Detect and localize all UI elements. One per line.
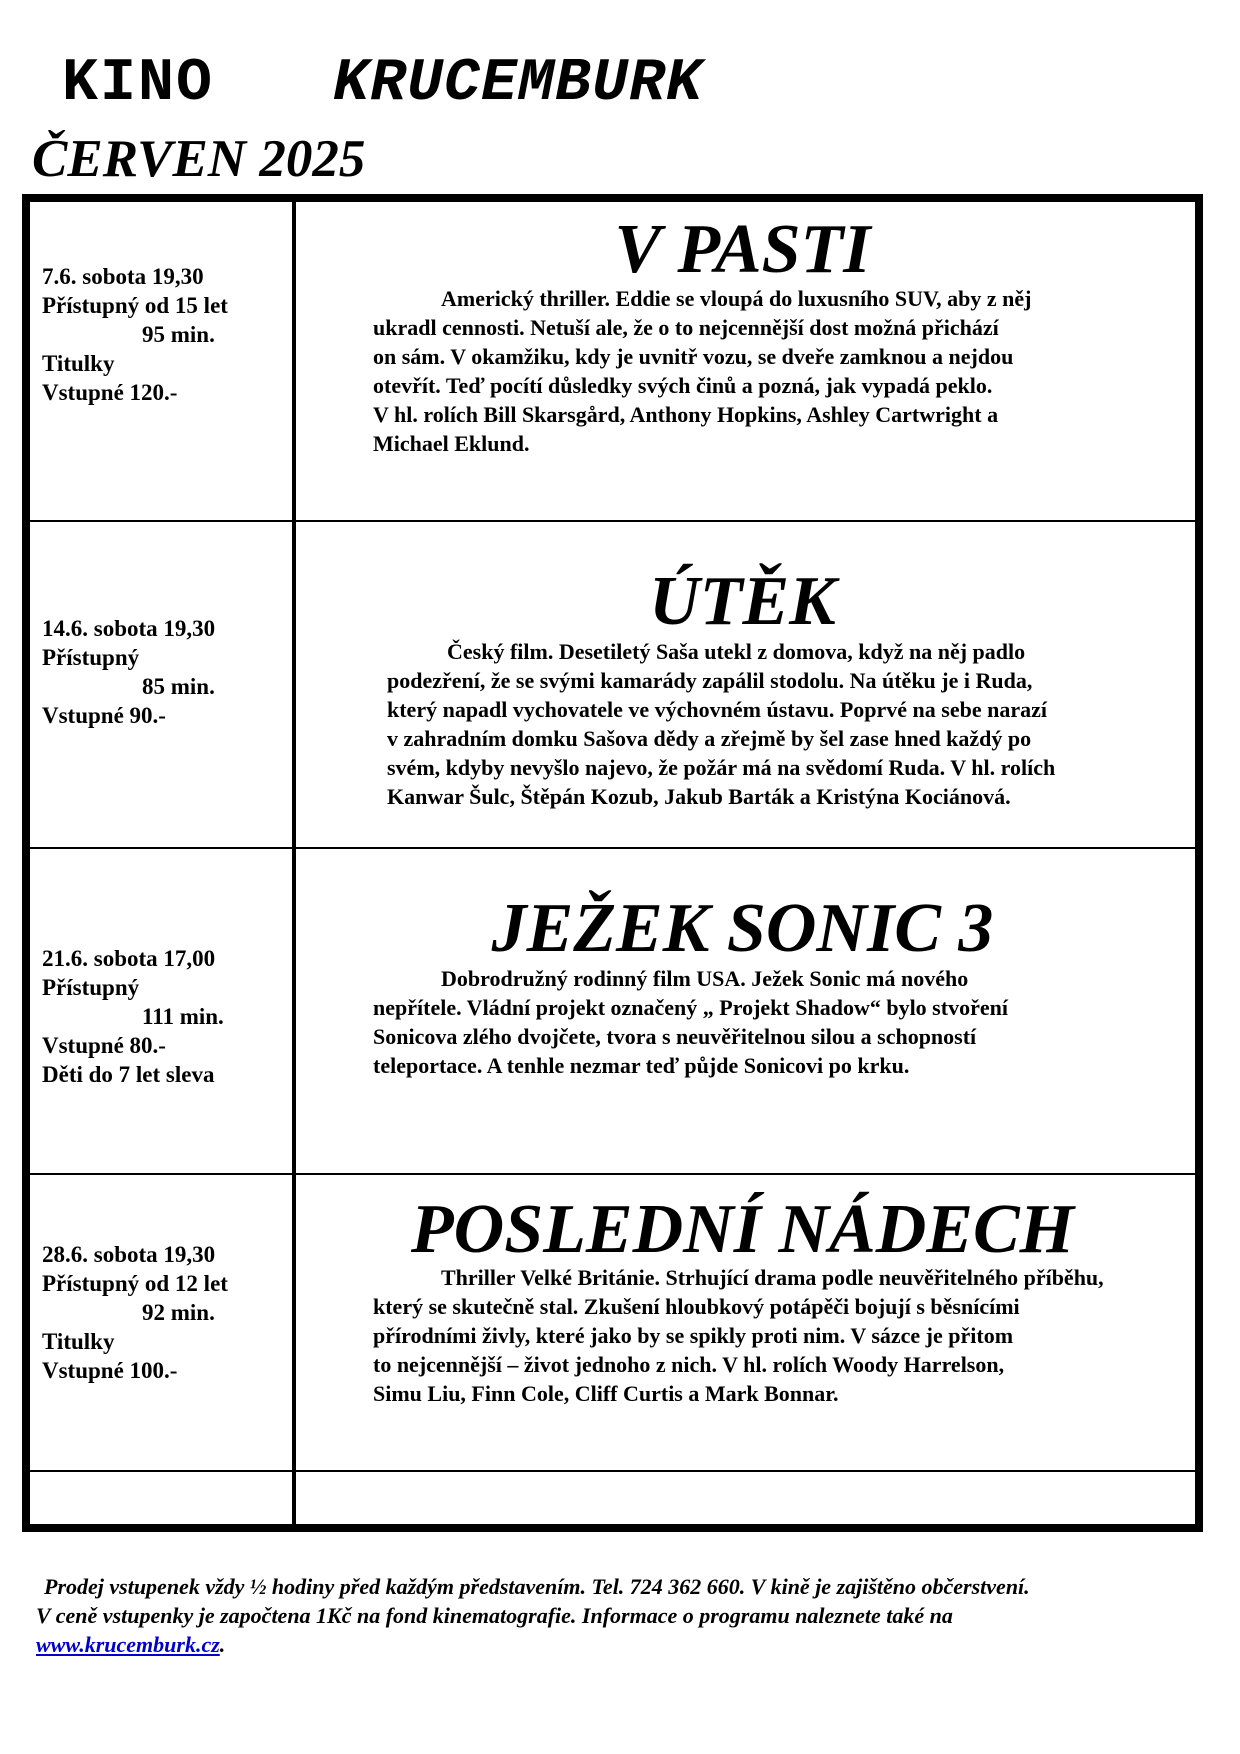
link-suffix: .: [219, 1632, 226, 1657]
cinema-name: KINO: [62, 50, 215, 118]
film-title: ÚTĚK: [649, 563, 836, 640]
footer-line: V ceně vstupenky je započtena 1Kč na fond kinematografie. Informace o programu naleznete také na: [36, 1603, 953, 1628]
footer-info: [36, 1572, 1216, 1659]
screening-date: 14.6. sobota 19,30: [42, 616, 216, 641]
age-rating: Přístupný: [42, 645, 140, 670]
description-line: Simu Liu, Finn Cole, Cliff Curtis a Mark Bonnar.: [373, 1381, 839, 1406]
description-line: Thriller Velké Británie. Strhující drama podle neuvěřitelného příběhu,: [441, 1265, 1104, 1290]
age-rating: Přístupný od 12 let: [42, 1271, 228, 1296]
screening-date: 28.6. sobota 19,30: [42, 1242, 216, 1267]
film-row: [30, 847, 1195, 1175]
duration: 85 min.: [142, 674, 215, 699]
film-info: [42, 944, 282, 1089]
film-description: [373, 964, 1008, 1080]
description-line: V hl. rolích Bill Skarsgård, Anthony Hopkins, Ashley Cartwright a: [373, 402, 999, 427]
description-line: to nejcennější – život jednoho z nich. V hl. rolích Woody Harrelson,: [373, 1352, 1005, 1377]
description-line: nepřítele. Vládní projekt označený „ Projekt Shadow“ bylo stvoření: [373, 995, 1008, 1020]
description-line: Sonicova zlého dvojčete, tvora s neuvěřitelnou silou a schopností: [373, 1024, 977, 1049]
duration: 111 min.: [142, 1004, 224, 1029]
film-row: [30, 520, 1195, 849]
description-line: Americký thriller. Eddie se vloupá do luxusního SUV, aby z něj: [441, 286, 1032, 311]
film-info: [42, 1240, 282, 1385]
film-row: [30, 202, 1195, 522]
footer-line: [36, 1630, 1216, 1659]
film-title: JEŽEK SONIC 3: [491, 890, 994, 967]
screening-date: 7.6. sobota 19,30: [42, 264, 204, 289]
age-rating: Přístupný: [42, 975, 140, 1000]
description-line: Dobrodružný rodinný film USA. Ježek Sonic má nového: [441, 966, 969, 991]
description-line: Kanwar Šulc, Štěpán Kozub, Jakub Barták a Kristýna Kociánová.: [387, 784, 1011, 809]
film-description: [373, 1263, 1104, 1408]
duration: 92 min.: [142, 1300, 215, 1325]
description-line: otevřít. Teď pocítí důsledky svých činů a pozná, jak vypadá peklo.: [373, 373, 993, 398]
child-discount: Děti do 7 let sleva: [42, 1062, 215, 1087]
ticket-price: Vstupné 120.-: [42, 380, 178, 405]
description-line: svém, kdyby nevyšlo najevo, že požár má na svědomí Ruda. V hl. rolích: [387, 755, 1056, 780]
film-row: [30, 1173, 1195, 1472]
description-line: Michael Eklund.: [373, 431, 530, 456]
duration: 95 min.: [142, 322, 215, 347]
website-link[interactable]: www.krucemburk.cz: [36, 1632, 220, 1657]
description-line: on sám. V okamžiku, kdy je uvnitř vozu, se dveře zamknou a nejdou: [373, 344, 1014, 369]
description-line: ukradl cennosti. Netuší ale, že o to nejcennější dost možná přichází: [373, 315, 999, 340]
film-description: [387, 637, 1055, 811]
ticket-price: Vstupné 100.-: [42, 1358, 178, 1383]
screening-date: 21.6. sobota 17,00: [42, 946, 216, 971]
ticket-price: Vstupné 80.-: [42, 1033, 166, 1058]
program-month: ČERVEN 2025: [32, 130, 366, 188]
film-title: V PASTI: [614, 211, 871, 288]
age-rating: Přístupný od 15 let: [42, 293, 228, 318]
film-info: [42, 614, 282, 730]
town-name: KRUCEMBURK: [333, 50, 704, 118]
program-table: [22, 194, 1203, 1532]
ticket-price: Vstupné 90.-: [42, 703, 166, 728]
description-line: přírodními živly, které jako by se spikly proti nim. V sázce je přitom: [373, 1323, 1014, 1348]
film-title: POSLEDNÍ NÁDECH: [410, 1191, 1075, 1268]
description-line: Český film. Desetiletý Saša utekl z domova, když na něj padlo: [447, 639, 1026, 664]
description-line: v zahradním domku Sašova dědy a zřejmě by šel zase hned každý po: [387, 726, 1032, 751]
empty-row: [30, 1470, 1195, 1524]
subtitles: Titulky: [42, 1329, 115, 1354]
description-line: teleportace. A tenhle nezmar teď půjde Sonicovi po krku.: [373, 1053, 910, 1078]
film-description: [373, 284, 1031, 458]
description-line: který napadl vychovatele ve výchovném ústavu. Poprvé na sebe narazí: [387, 697, 1047, 722]
footer-line: Prodej vstupenek vždy ½ hodiny před každým představením. Tel. 724 362 660. V kině je zajištěno občerstvení.: [44, 1574, 1030, 1599]
film-info: [42, 262, 282, 407]
subtitles: Titulky: [42, 351, 115, 376]
description-line: podezření, že se svými kamarády zapálil stodolu. Na útěku je i Ruda,: [387, 668, 1033, 693]
description-line: který se skutečně stal. Zkušení hloubkový potápěči bojují s běsnícími: [373, 1294, 1020, 1319]
